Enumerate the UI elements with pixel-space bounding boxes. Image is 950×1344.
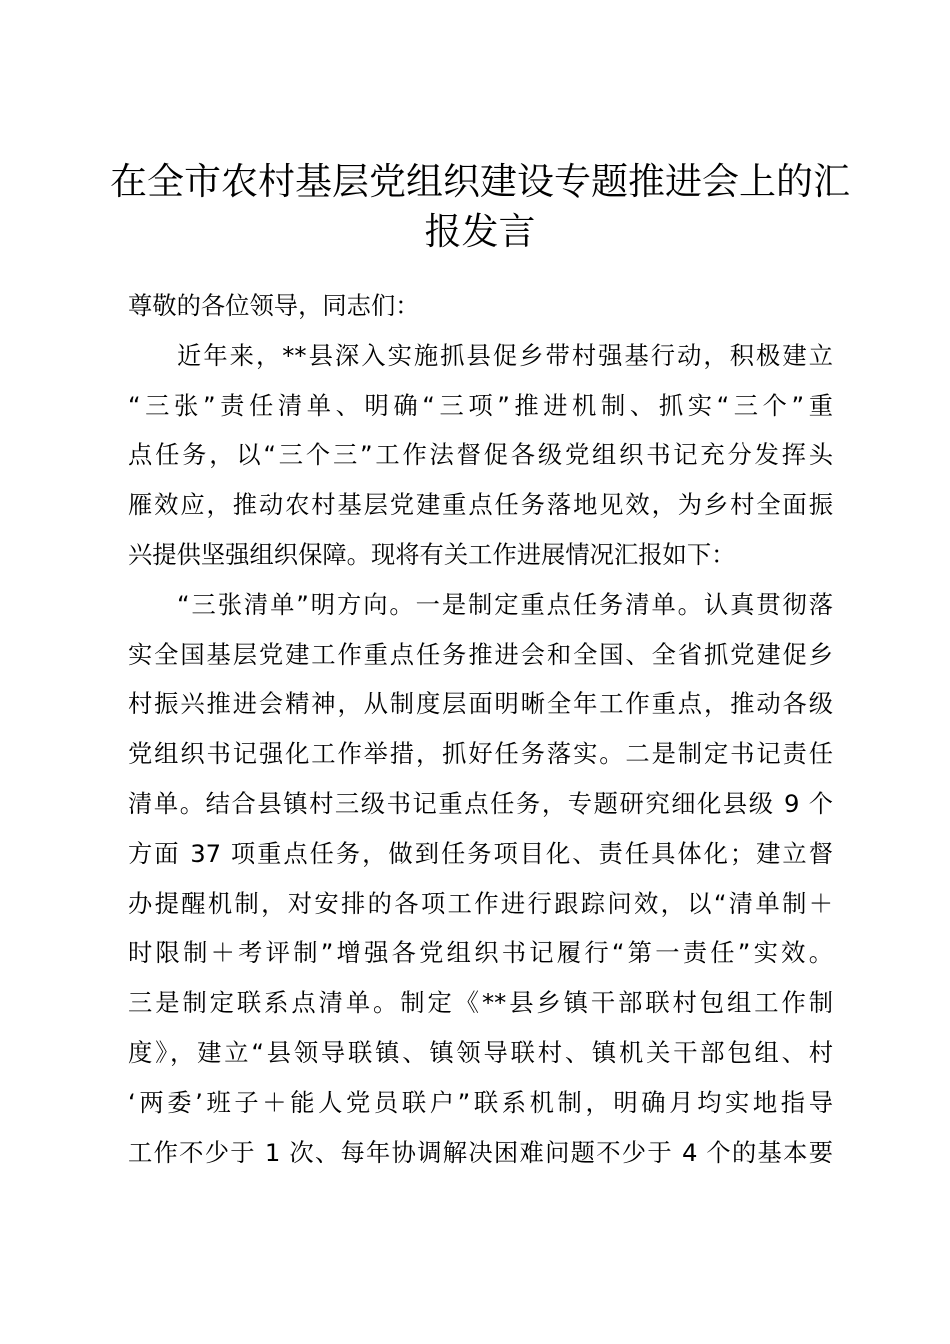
salutation: 尊敬的各位领导，同志们： bbox=[128, 291, 420, 320]
title-line: 在全市农村基层党组织建设专题推进会上的汇 bbox=[110, 160, 850, 203]
paragraph-line: “三张”责任清单、明确“三项”推进机制、抓实“三个”重 bbox=[128, 390, 833, 420]
document-body bbox=[128, 281, 833, 1177]
paragraph-line: 点任务，以“三个三”工作法督促各级党组织书记充分发挥头 bbox=[128, 440, 833, 470]
paragraph-line: 近年来，**县深入实施抓县促乡带村强基行动，积极建立 bbox=[177, 340, 833, 370]
paragraph-line: 时限制＋考评制”增强各党组织书记履行“第一责任”实效。 bbox=[128, 938, 833, 968]
title-line: 报发言 bbox=[424, 210, 536, 253]
paragraph-line: 度》，建立“县领导联镇、镇领导联村、镇机关干部包组、村 bbox=[128, 1037, 833, 1067]
paragraph-line: 实全国基层党建工作重点任务推进会和全国、全省抓党建促乡 bbox=[128, 639, 833, 669]
document-title bbox=[110, 157, 850, 257]
paragraph-line: 村振兴推进会精神，从制度层面明晰全年工作重点，推动各级 bbox=[128, 689, 833, 719]
paragraph-line: 三是制定联系点清单。制定《**县乡镇干部联村包组工作制 bbox=[128, 988, 833, 1018]
paragraph-line: 清单。结合县镇村三级书记重点任务，专题研究细化县级 9 个 bbox=[128, 788, 833, 818]
paragraph-line: 办提醒机制，对安排的各项工作进行跟踪问效，以“清单制＋ bbox=[128, 888, 833, 918]
paragraph-line: 兴提供坚强组织保障。现将有关工作进展情况汇报如下： bbox=[128, 539, 736, 569]
paragraph-line: 党组织书记强化工作举措，抓好任务落实。二是制定书记责任 bbox=[128, 739, 833, 769]
paragraph-line: ‘两委’班子＋能人党员联户”联系机制，明确月均实地指导 bbox=[128, 1087, 833, 1117]
paragraph-line: 雁效应，推动农村基层党建重点任务落地见效，为乡村全面振 bbox=[128, 490, 833, 520]
paragraph-line: 方面 37 项重点任务，做到任务项目化、责任具体化；建立督 bbox=[128, 838, 833, 868]
paragraph-line: “三张清单”明方向。一是制定重点任务清单。认真贯彻落 bbox=[177, 589, 833, 619]
paragraph-line: 工作不少于 1 次、每年协调解决困难问题不少于 4 个的基本要 bbox=[128, 1137, 833, 1167]
